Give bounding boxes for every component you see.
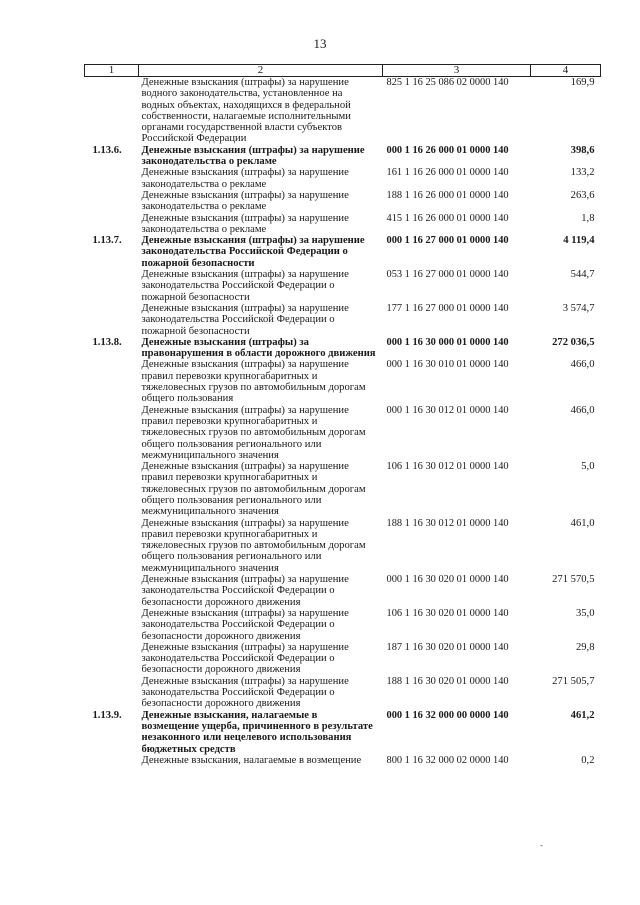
row-number [85,190,139,213]
row-budget-code: 161 1 16 26 000 01 0000 140 [386,167,509,179]
row-number [85,518,139,574]
row-amount: 272 036,5 [552,336,595,348]
row-amount: 29,8 [575,641,595,653]
table-header-row [85,65,601,77]
row-number: 1.13.9. [92,709,122,721]
row-budget-code: 000 1 16 32 000 00 0000 140 [386,709,509,721]
row-budget-code: 188 1 16 26 000 01 0000 140 [386,189,509,201]
column-header-1: 1 [85,65,139,77]
table-row [85,676,601,710]
row-number [85,405,139,461]
row-amount: 466,0 [570,404,595,416]
row-number: 1.13.6. [92,144,122,156]
row-number [85,359,139,404]
table-row [85,167,601,190]
column-header-3: 3 [383,65,531,77]
revenue-table [84,64,601,766]
row-number [85,642,139,676]
table-row [85,518,601,574]
row-budget-code: 106 1 16 30 020 01 0000 140 [386,607,509,619]
row-budget-code: 825 1 16 25 086 02 0000 140 [386,77,509,88]
row-budget-code: 800 1 16 32 000 02 0000 140 [386,754,509,766]
row-description: Денежные взыскания, налагаемые в возмещение [141,754,362,766]
row-amount: 3 574,7 [562,302,595,314]
page-number: 13 [313,36,327,51]
row-description: Денежные взыскания (штрафы) за нарушение законодательства Российской Федерации о пожарной безопасности [141,302,349,337]
table-row [85,755,601,766]
row-budget-code: 177 1 16 27 000 01 0000 140 [386,302,509,314]
row-description: Денежные взыскания (штрафы) за нарушение законодательства Российской Федерации о пожарной безопасности [141,235,365,269]
row-description: Денежные взыскания (штрафы) за нарушение правил перевозки крупногабаритных и тяжеловесных грузов по автомобильным дорогам общего пользования регионального или межмуниципального значения [141,517,366,574]
row-number [85,461,139,517]
row-description: Денежные взыскания (штрафы) за нарушение законодательства Российской Федерации о пожарной безопасности [141,269,349,303]
row-budget-code: 187 1 16 30 020 01 0000 140 [386,641,509,653]
row-budget-code: 000 1 16 27 000 01 0000 140 [386,235,509,247]
row-budget-code: 000 1 16 30 020 01 0000 140 [386,574,509,586]
row-budget-code: 000 1 16 26 000 01 0000 140 [386,144,509,156]
row-number [85,755,139,766]
column-header-4: 4 [531,65,601,77]
table-row [85,77,601,145]
row-number: 1.13.8. [92,336,122,348]
row-amount: 1,8 [581,212,595,224]
row-amount: 461,2 [570,709,595,721]
row-number: 1.13.7. [92,235,122,247]
row-description: Денежные взыскания (штрафы) за нарушение водного законодательства, установленное на водных объектах, находящихся в федеральной собственности, налагаемые исполнительными органами государственной власти субъектов Российской Федерации [141,77,351,145]
row-number [85,269,139,303]
row-description: Денежные взыскания (штрафы) за нарушение правил перевозки крупногабаритных и тяжеловесных грузов по автомобильным дорогам общего пользования регионального или межмуниципального значения [141,404,366,461]
row-budget-code: 188 1 16 30 012 01 0000 140 [386,517,509,529]
table-body [85,77,601,767]
row-budget-code: 000 1 16 30 012 01 0000 140 [386,404,509,416]
row-description: Денежные взыскания (штрафы) за нарушение законодательства о рекламе [141,189,349,213]
table-row [85,359,601,404]
row-amount: 263,6 [570,189,595,201]
row-amount: 271 570,5 [552,574,595,586]
table-row [85,337,601,360]
row-description: Денежные взыскания (штрафы) за нарушение законодательства о рекламе [141,212,349,235]
row-description: Денежные взыскания (штрафы) за нарушение законодательства о рекламе [141,144,365,168]
row-amount: 5,0 [581,461,595,473]
row-description: Денежные взыскания (штрафы) за нарушение законодательства Российской Федерации о безопасности дорожного движения [141,574,349,608]
row-number [85,167,139,190]
column-header-2: 2 [139,65,383,77]
row-number [85,574,139,608]
row-amount: 35,0 [575,607,595,619]
table-row [85,145,601,168]
row-amount: 271 505,7 [552,675,595,687]
row-description: Денежные взыскания (штрафы) за нарушение законодательства о рекламе [141,167,349,190]
row-amount: 461,0 [570,517,595,529]
row-amount: 0,2 [581,754,595,766]
row-budget-code: 415 1 16 26 000 01 0000 140 [386,212,509,224]
row-description: Денежные взыскания (штрафы) за нарушение законодательства Российской Федерации о безопасности дорожного движения [141,675,349,710]
row-number [85,303,139,337]
row-budget-code: 106 1 16 30 012 01 0000 140 [386,461,509,473]
row-number [85,676,139,710]
row-budget-code: 053 1 16 27 000 01 0000 140 [386,269,509,281]
table-row [85,461,601,517]
table-row [85,574,601,608]
row-amount: 398,6 [570,144,595,156]
table-row [85,642,601,676]
row-amount: 466,0 [570,359,595,371]
row-description: Денежные взыскания (штрафы) за нарушение правил перевозки крупногабаритных и тяжеловесных грузов по автомобильным дорогам общего пользования регионального или межмуниципального значения [141,461,366,518]
row-amount: 4 119,4 [563,235,595,247]
row-number [85,213,139,236]
table-row [85,213,601,236]
table-row [85,190,601,213]
row-number [85,77,139,145]
table-row [85,405,601,461]
table-row [85,269,601,303]
table-row [85,710,601,755]
table-row [85,235,601,269]
scan-mark: - [540,840,543,850]
row-description: Денежные взыскания, налагаемые в возмещение ущерба, причиненного в результате незаконного или нецелевого использования бюджетных средств [141,709,373,755]
table-row [85,303,601,337]
row-amount: 169,9 [570,77,595,88]
table-row [85,608,601,642]
row-budget-code: 000 1 16 30 010 01 0000 140 [386,359,509,371]
row-description: Денежные взыскания (штрафы) за правонарушения в области дорожного движения [141,336,376,360]
row-description: Денежные взыскания (штрафы) за нарушение законодательства Российской Федерации о безопасности дорожного движения [141,607,349,642]
row-amount: 544,7 [570,269,595,281]
row-budget-code: 000 1 16 30 000 01 0000 140 [386,336,509,348]
row-description: Денежные взыскания (штрафы) за нарушение законодательства Российской Федерации о безопасности дорожного движения [141,641,349,676]
row-amount: 133,2 [570,167,595,179]
row-number [85,608,139,642]
row-budget-code: 188 1 16 30 020 01 0000 140 [386,675,509,687]
row-description: Денежные взыскания (штрафы) за нарушение правил перевозки крупногабаритных и тяжеловесных грузов по автомобильным дорогам общего пользования [141,359,366,405]
